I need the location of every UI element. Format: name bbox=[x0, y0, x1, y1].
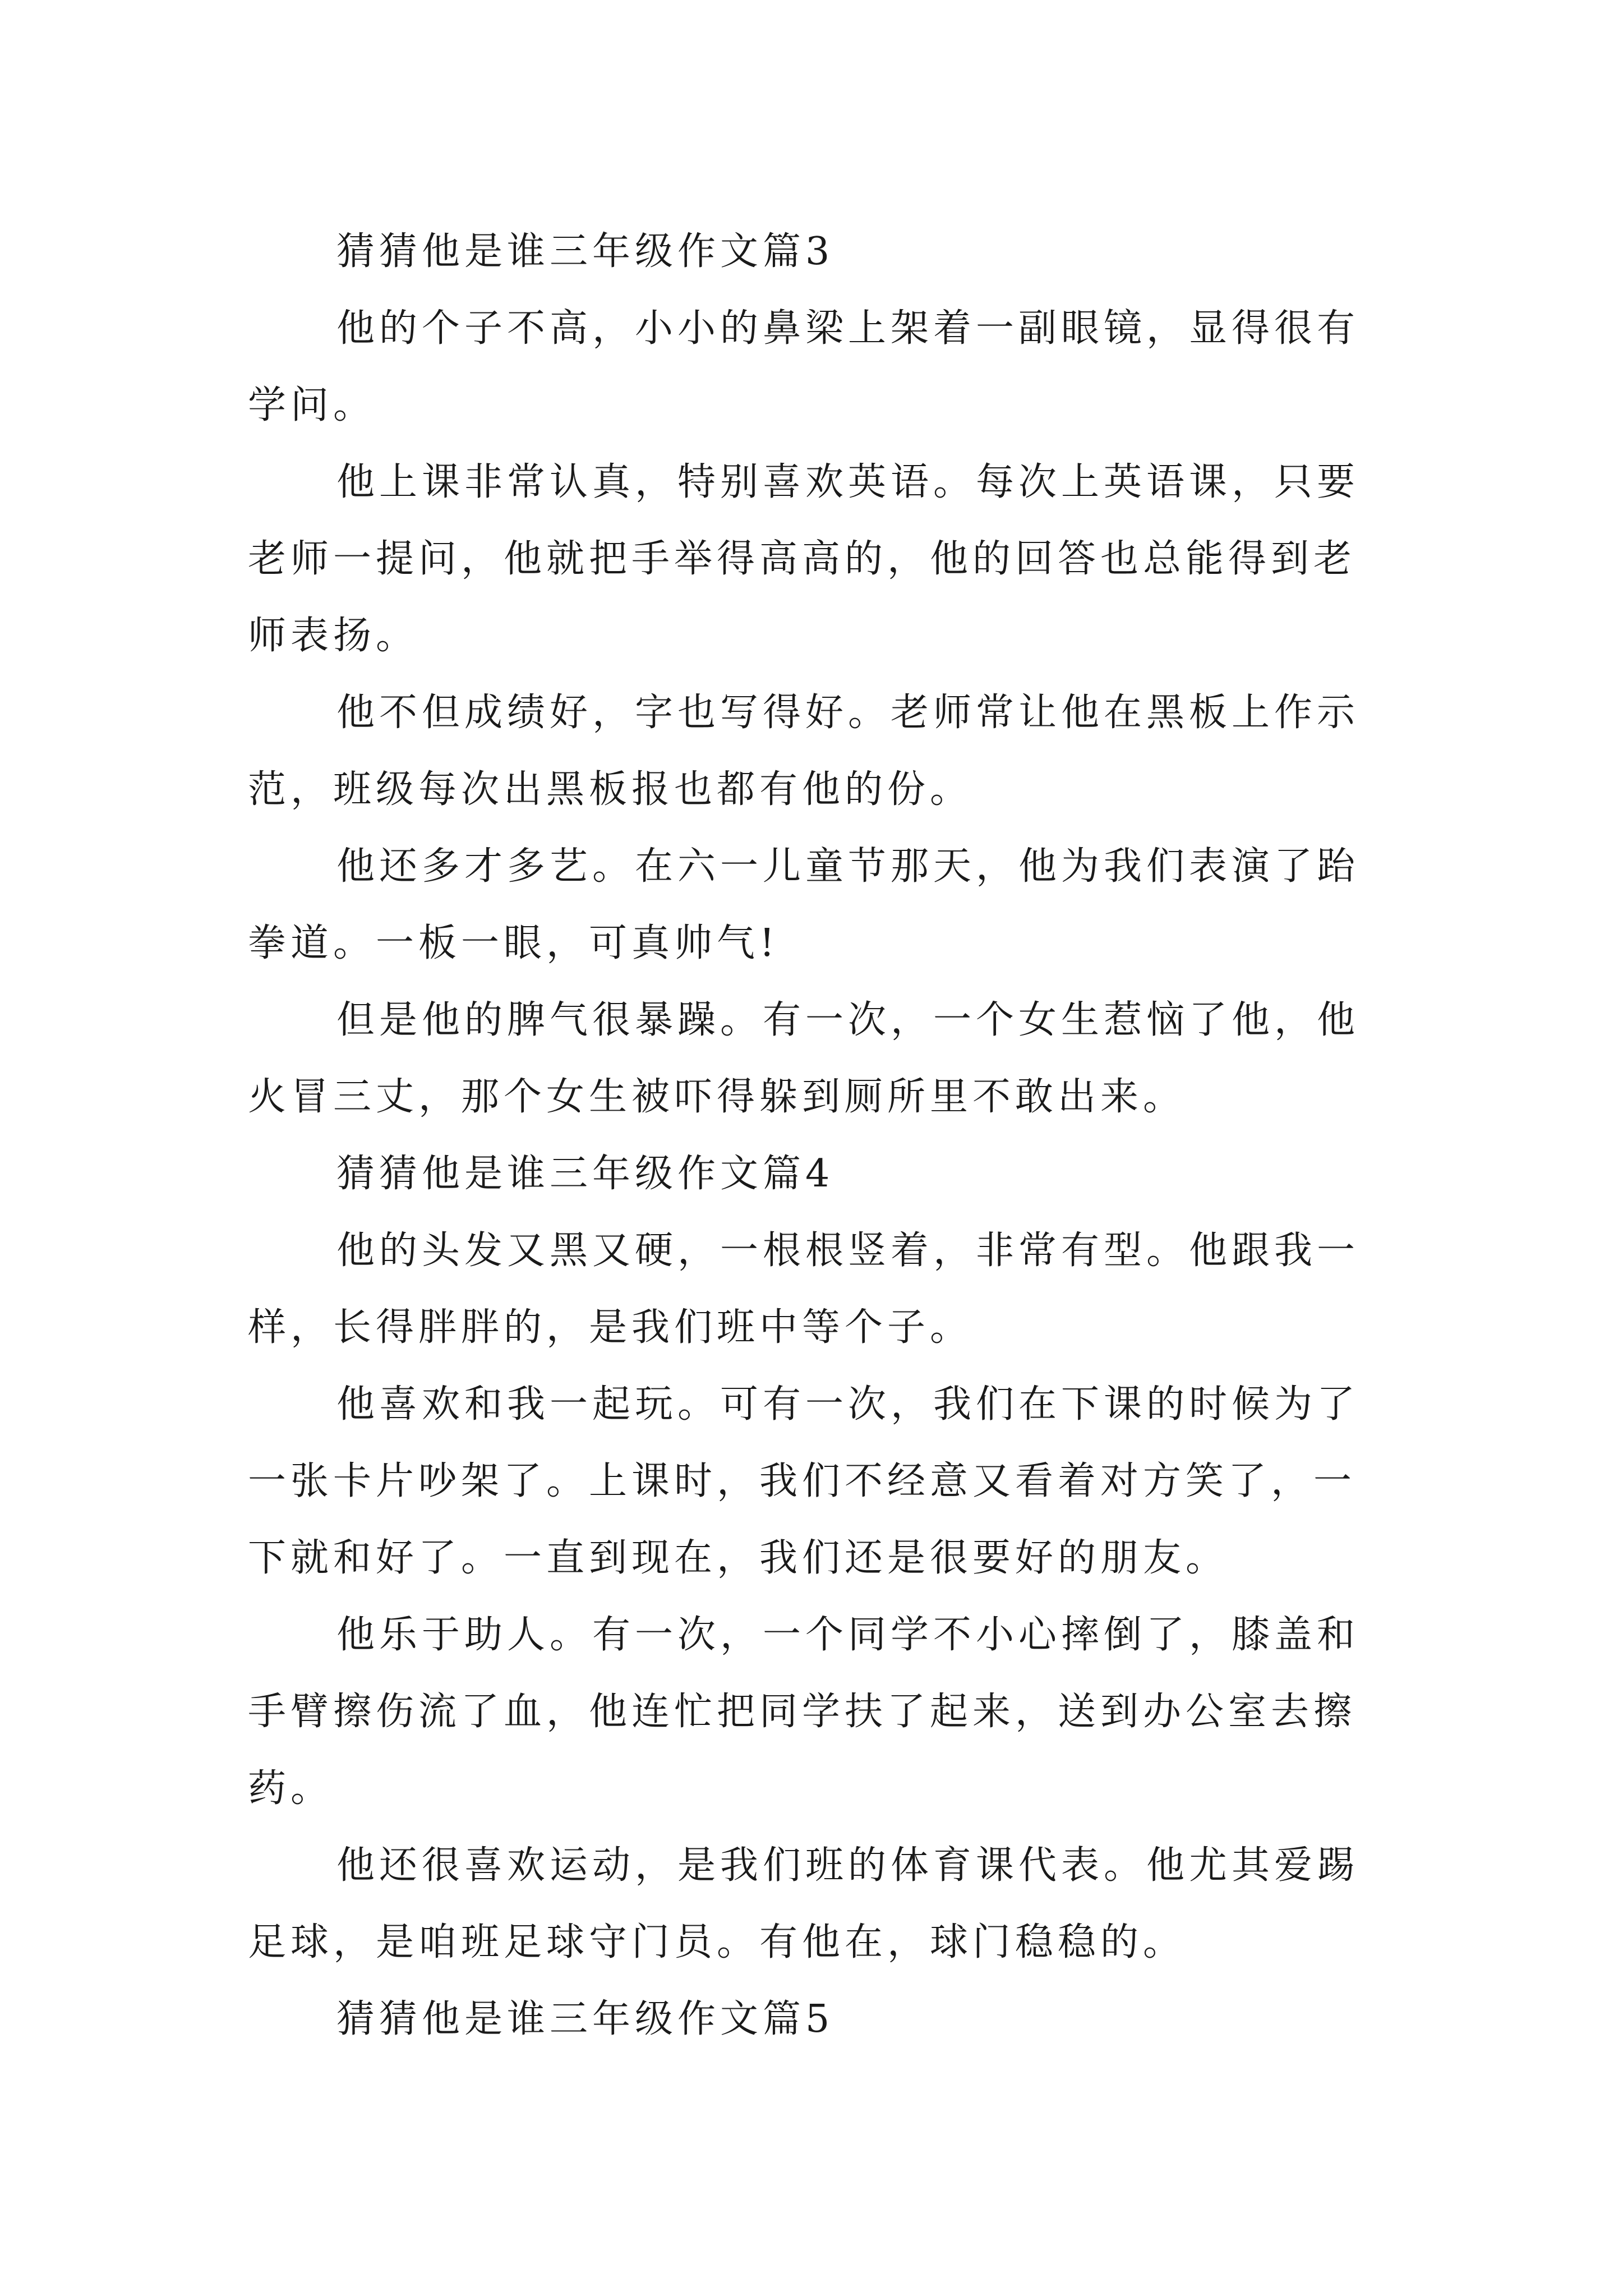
paragraph-line: 他的头发又黑又硬，一根根竖着，非常有型。他跟我一 bbox=[336, 1228, 1360, 1273]
paragraph-line: 老师一提问，他就把手举得高高的，他的回答也总能得到老 bbox=[248, 537, 1357, 581]
paragraph-line: 他乐于助人。有一次，一个同学不小心摔倒了，膝盖和 bbox=[336, 1613, 1360, 1657]
paragraph-line: 样，长得胖胖的，是我们班中等个子。 bbox=[248, 1305, 973, 1350]
paragraph-line: 拳道。一板一眼，可真帅气! bbox=[248, 921, 780, 965]
paragraph-line: 下就和好了。一直到现在，我们还是很要好的朋友。 bbox=[248, 1536, 1229, 1580]
section-heading: 猜猜他是谁三年级作文篇3 bbox=[336, 229, 834, 274]
paragraph-line: 他的个子不高，小小的鼻梁上架着一副眼镜，显得很有 bbox=[336, 306, 1360, 351]
paragraph-line: 药。 bbox=[248, 1766, 334, 1811]
paragraph-line: 他不但成绩好，字也写得好。老师常让他在黑板上作示 bbox=[336, 691, 1360, 735]
paragraph-line: 手臂擦伤流了血，他连忙把同学扶了起来，送到办公室去擦 bbox=[248, 1690, 1357, 1734]
paragraph-line: 他喜欢和我一起玩。可有一次，我们在下课的时候为了 bbox=[336, 1382, 1360, 1427]
section-heading: 猜猜他是谁三年级作文篇4 bbox=[336, 1152, 834, 1196]
paragraph-line: 但是他的脾气很暴躁。有一次，一个女生惹恼了他，他 bbox=[336, 998, 1360, 1042]
paragraph-line: 范，班级每次出黑板报也都有他的份。 bbox=[248, 767, 973, 812]
paragraph-line: 他上课非常认真，特别喜欢英语。每次上英语课，只要 bbox=[336, 460, 1360, 504]
paragraph-line: 足球，是咱班足球守门员。有他在，球门稳稳的。 bbox=[248, 1920, 1186, 1964]
section-heading: 猜猜他是谁三年级作文篇5 bbox=[336, 1997, 834, 2041]
paragraph-line: 他还很喜欢运动，是我们班的体育课代表。他尤其爱踢 bbox=[336, 1843, 1360, 1888]
paragraph-line: 师表扬。 bbox=[248, 614, 419, 658]
paragraph-line: 一张卡片吵架了。上课时，我们不经意又看着对方笑了，一 bbox=[248, 1459, 1357, 1503]
document-body bbox=[248, 213, 1392, 2058]
paragraph-line: 火冒三丈，那个女生被吓得躲到厕所里不敢出来。 bbox=[248, 1075, 1186, 1119]
paragraph-line: 他还多才多艺。在六一儿童节那天，他为我们表演了跆 bbox=[336, 844, 1360, 889]
paragraph-line: 学问。 bbox=[248, 383, 376, 427]
